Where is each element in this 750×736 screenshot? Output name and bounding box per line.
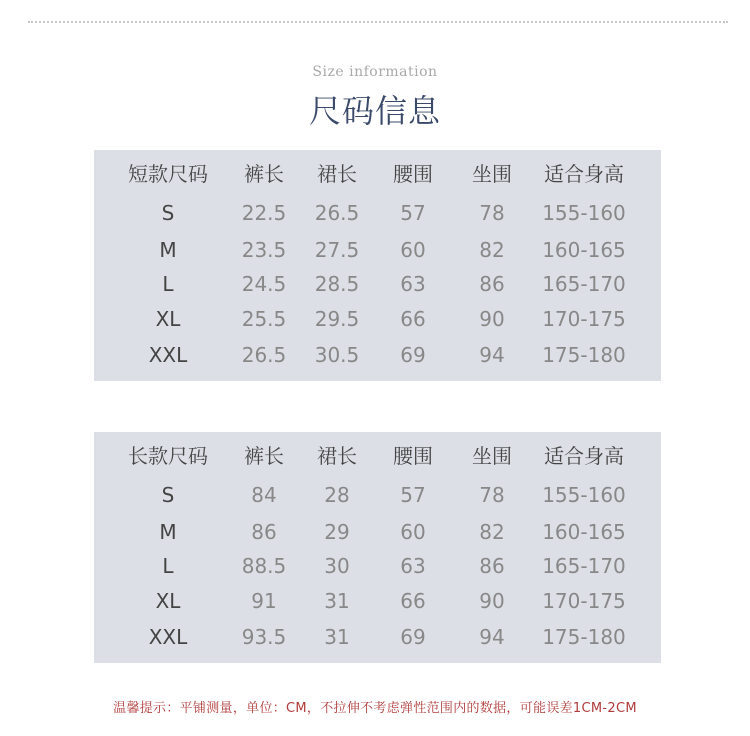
column-header-height: 适合身高 [544, 162, 624, 186]
table-cell-waist: 60 [400, 520, 426, 544]
table-cell-waist: 57 [400, 483, 426, 507]
table-cell-height: 160-165 [542, 520, 626, 544]
table-cell-pants-length: 26.5 [241, 343, 287, 367]
table-cell-skirt-length: 26.5 [314, 201, 360, 225]
table-cell-pants-length: 93.5 [241, 625, 287, 649]
table-cell-skirt-length: 28.5 [314, 272, 360, 296]
size-label: S [161, 483, 175, 507]
table-cell-hip: 82 [479, 520, 505, 544]
size-label: M [159, 238, 177, 262]
table-cell-height: 170-175 [542, 589, 626, 613]
table-cell-waist: 69 [400, 625, 426, 649]
table-cell-height: 165-170 [542, 272, 626, 296]
table-cell-height: 170-175 [542, 307, 626, 331]
table-cell-hip: 86 [479, 554, 505, 578]
column-header-waist: 腰围 [393, 162, 433, 186]
table-cell-waist: 69 [400, 343, 426, 367]
table-cell-waist: 63 [400, 554, 426, 578]
long-size-table [94, 432, 661, 663]
table-cell-skirt-length: 28 [324, 483, 350, 507]
column-header-skirt-length: 裙长 [317, 444, 357, 468]
table-cell-height: 175-180 [542, 625, 626, 649]
table-cell-waist: 66 [400, 307, 426, 331]
size-label: M [159, 520, 177, 544]
column-header-hip: 坐围 [472, 162, 512, 186]
table-cell-skirt-length: 31 [324, 589, 350, 613]
table-cell-hip: 94 [479, 625, 505, 649]
table-cell-height: 165-170 [542, 554, 626, 578]
page-subtitle: Size information [312, 64, 438, 80]
table-cell-height: 160-165 [542, 238, 626, 262]
table-cell-pants-length: 24.5 [241, 272, 287, 296]
table-cell-height: 155-160 [542, 483, 626, 507]
page-title: 尺码信息 [308, 92, 441, 130]
table-cell-pants-length: 88.5 [241, 554, 287, 578]
table-cell-hip: 90 [479, 589, 505, 613]
size-label: XL [155, 307, 181, 331]
table-cell-waist: 57 [400, 201, 426, 225]
table-cell-pants-length: 86 [251, 520, 277, 544]
table-cell-skirt-length: 30 [324, 554, 350, 578]
table-cell-hip: 94 [479, 343, 505, 367]
column-header-pants-length: 裤长 [244, 444, 284, 468]
table-cell-pants-length: 23.5 [241, 238, 287, 262]
table-cell-hip: 90 [479, 307, 505, 331]
table-cell-height: 175-180 [542, 343, 626, 367]
table-cell-hip: 78 [479, 483, 505, 507]
table-cell-waist: 66 [400, 589, 426, 613]
table-cell-skirt-length: 29.5 [314, 307, 360, 331]
table-cell-skirt-length: 27.5 [314, 238, 360, 262]
column-header-skirt-length: 裙长 [317, 162, 357, 186]
table-cell-waist: 63 [400, 272, 426, 296]
column-header-hip: 坐围 [472, 444, 512, 468]
size-label: XL [155, 589, 181, 613]
column-header-height: 适合身高 [544, 444, 624, 468]
table-cell-pants-length: 22.5 [241, 201, 287, 225]
table-cell-hip: 78 [479, 201, 505, 225]
table-cell-skirt-length: 31 [324, 625, 350, 649]
size-label: S [161, 201, 175, 225]
size-label: L [162, 272, 174, 296]
column-header-size: 短款尺码 [128, 162, 208, 186]
table-cell-hip: 82 [479, 238, 505, 262]
table-cell-pants-length: 25.5 [241, 307, 287, 331]
column-header-pants-length: 裤长 [244, 162, 284, 186]
table-cell-pants-length: 84 [251, 483, 277, 507]
top-dotted-divider [28, 21, 728, 23]
table-cell-pants-length: 91 [251, 589, 277, 613]
table-cell-skirt-length: 29 [324, 520, 350, 544]
table-cell-skirt-length: 30.5 [314, 343, 360, 367]
table-cell-hip: 86 [479, 272, 505, 296]
short-size-table [94, 150, 661, 381]
column-header-size: 长款尺码 [128, 444, 208, 468]
column-header-waist: 腰围 [393, 444, 433, 468]
size-label: XXL [148, 625, 188, 649]
table-cell-height: 155-160 [542, 201, 626, 225]
size-label: L [162, 554, 174, 578]
measurement-note: 温馨提示：平铺测量，单位：CM，不拉伸不考虑弹性范围内的数据，可能误差1CM-2CM [113, 701, 637, 716]
table-cell-waist: 60 [400, 238, 426, 262]
size-label: XXL [148, 343, 188, 367]
